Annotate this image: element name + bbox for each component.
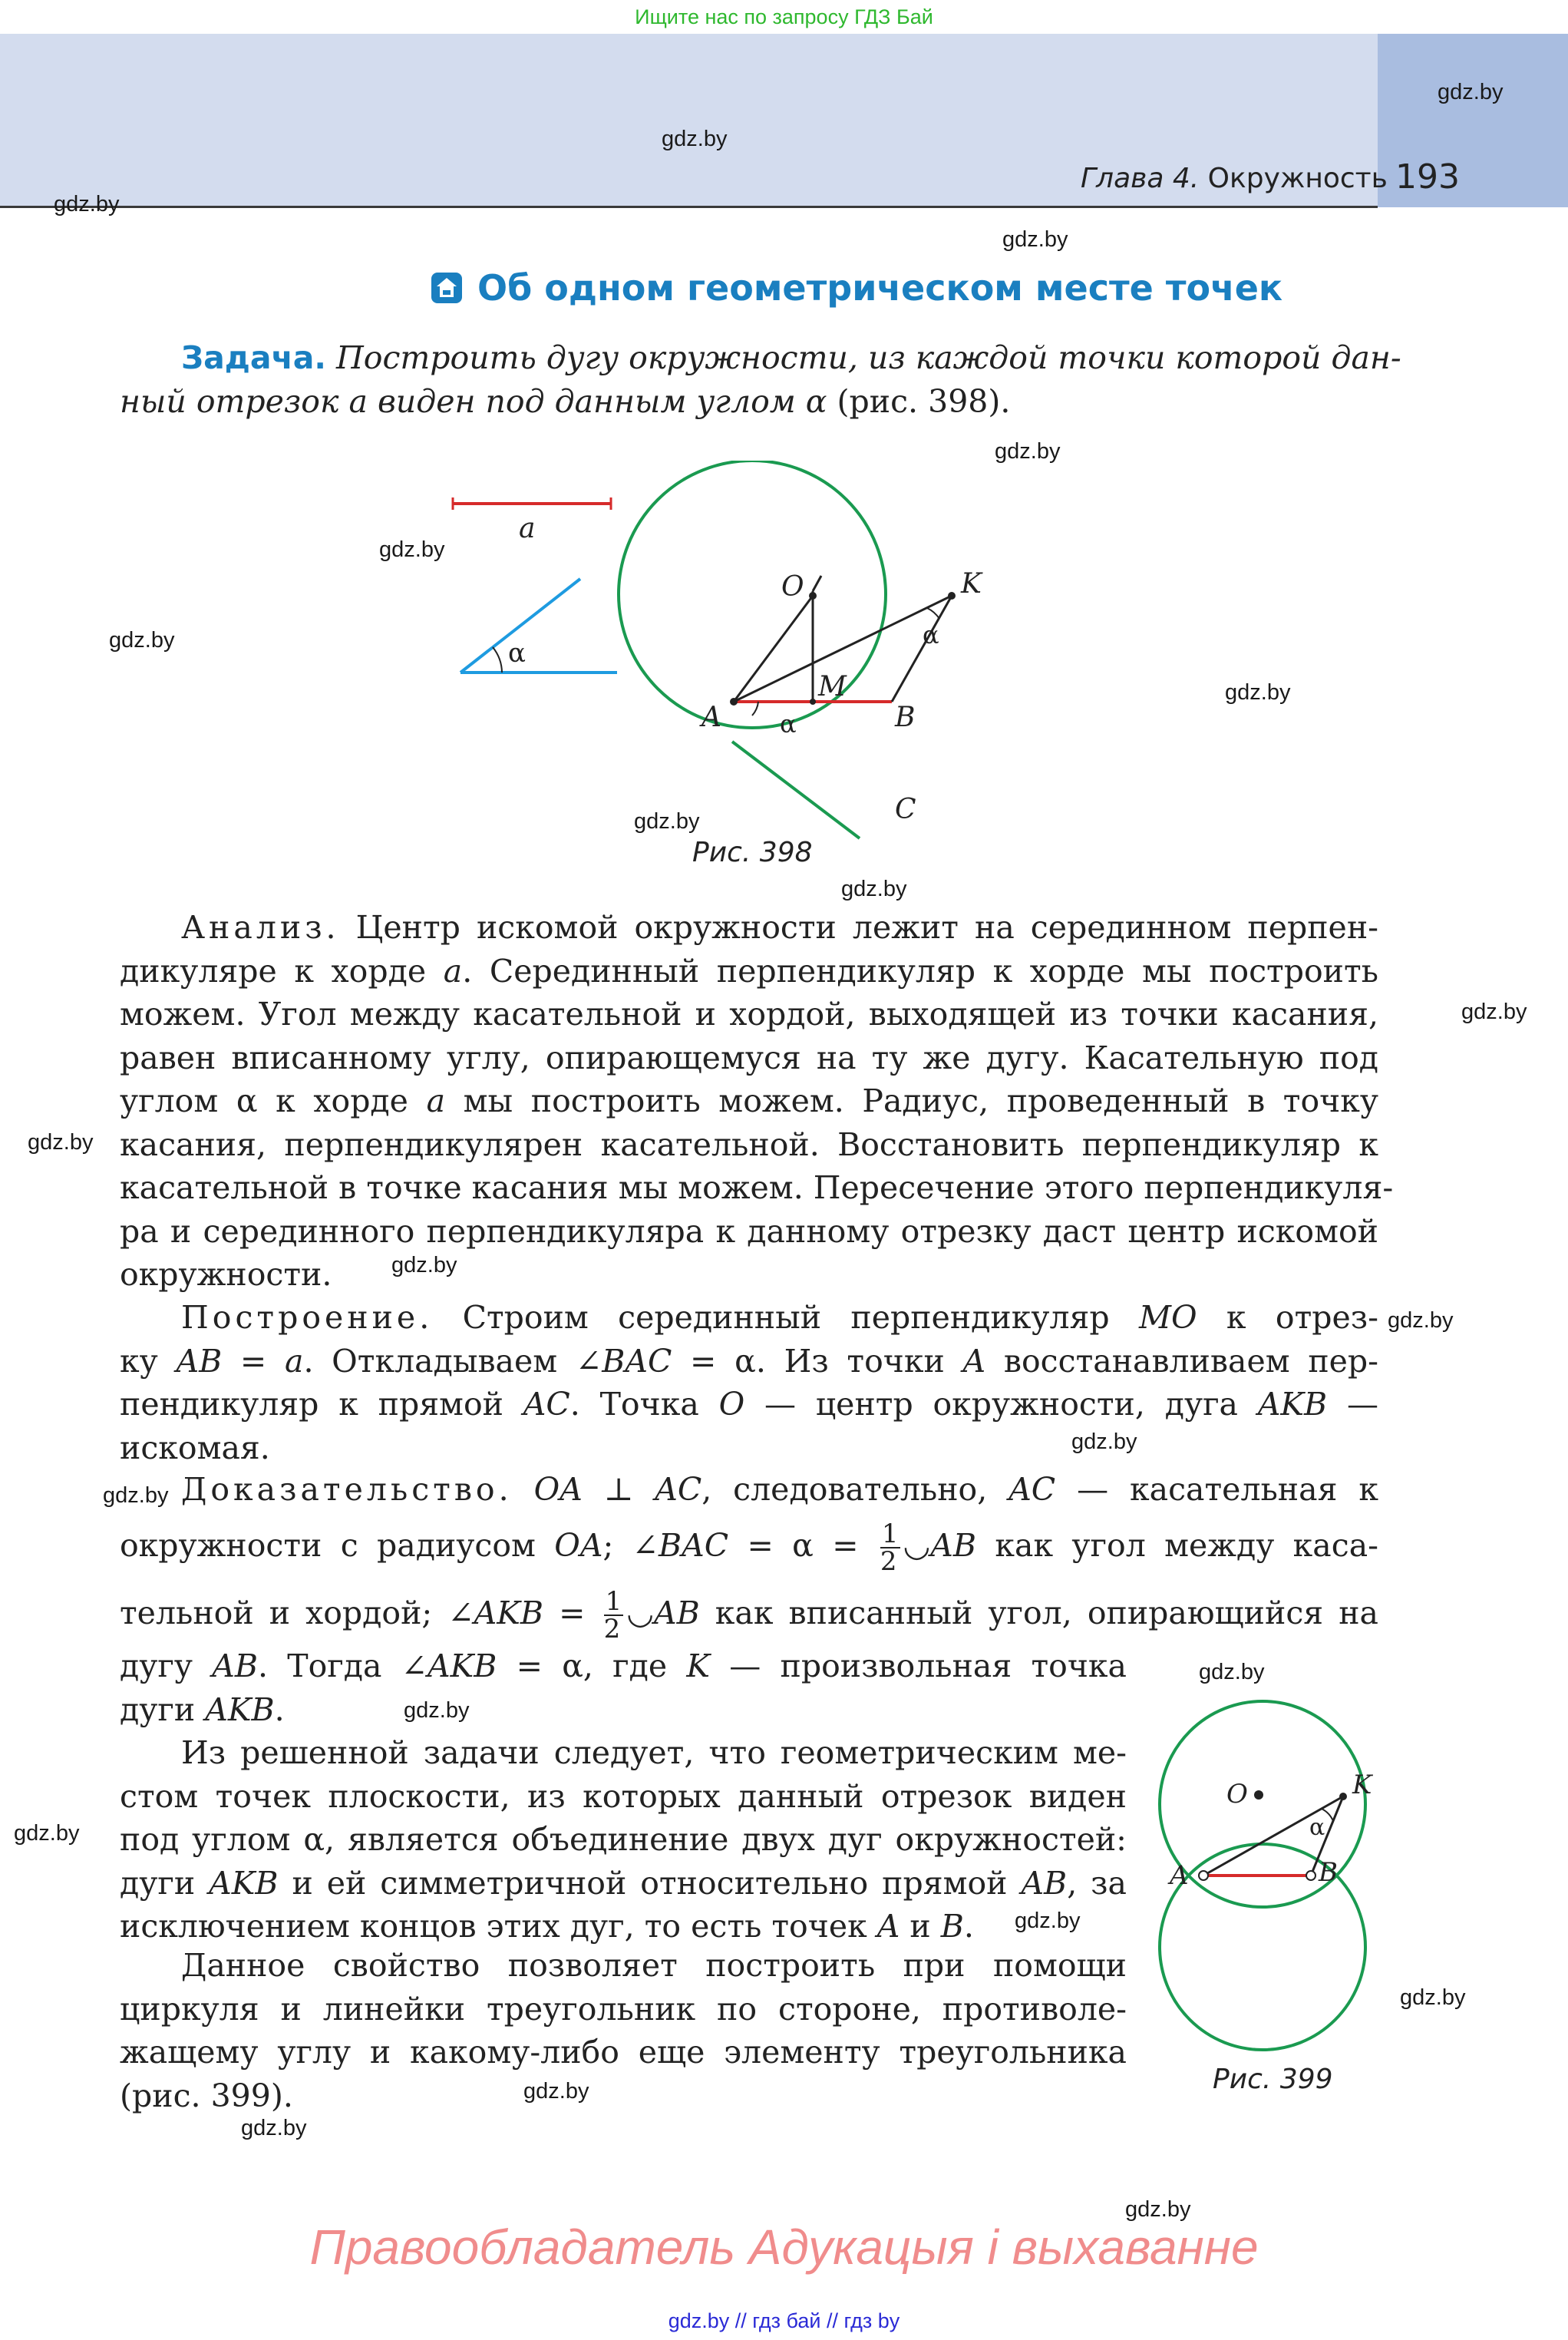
locus-text: . [963,1908,974,1945]
watermark[interactable]: gdz.by [379,537,445,562]
label-a: A [701,702,721,733]
construction-var: O [718,1386,745,1423]
property-line-1 [120,1944,1127,1988]
home-icon [430,271,464,305]
label-a-399: A [1170,1860,1189,1891]
label-o: O [781,571,804,603]
locus-line-4 [120,1862,1127,1905]
locus-text: Из решенной задачи следует, что геометрическим ме- [181,1734,1127,1771]
locus-text: и [900,1908,941,1945]
chapter-title: Окружность [1199,163,1388,194]
construction-text: искомая. [120,1429,270,1466]
watermark[interactable]: gdz.by [241,2116,307,2140]
construction-text: ку [120,1342,177,1380]
proof-line-5 [120,1688,1127,1732]
watermark[interactable]: gdz.by [1461,1000,1527,1024]
label-alpha-a: α [780,709,797,739]
watermark[interactable]: gdz.by [1071,1429,1137,1454]
label-m: M [818,671,847,702]
watermark[interactable]: gdz.by [1015,1909,1081,1933]
copyright-holder: Правообладатель Адукацыя і выхаванне [309,2219,1259,2275]
construction-text: . Точка [569,1386,719,1423]
construction-text: к отрез- [1197,1299,1378,1336]
fraction-half [880,1521,900,1575]
page-number: 193 [1395,157,1460,197]
fraction-denominator: 2 [880,1546,897,1577]
watermark[interactable]: gdz.by [391,1253,457,1277]
locus-text: исключением концов этих дуг, то есть точек [120,1908,877,1945]
property-text: Данное свойство позволяет построить при помощи [181,1947,1127,1984]
proof-text: . [274,1691,285,1728]
construction-text: восстанавливаем пер- [985,1342,1379,1380]
proof-var: OA [554,1526,603,1564]
construction-text: — центр окружности, дуга [744,1386,1258,1423]
angle-arc [493,647,502,673]
bottom-links[interactable]: gdz.by // гдз бай // гдз by [668,2309,900,2332]
watermark[interactable]: gdz.by [1400,1985,1466,2010]
watermark[interactable]: gdz.by [109,628,175,653]
task-text-1: Построить дугу окружности, из каждой точки которой дан- [325,339,1401,376]
section-title [430,267,1282,309]
construction-var: A [962,1342,986,1380]
task-text-2: ный отрезок a виден под данным углом α [120,382,827,420]
angle-mark-a [752,702,758,716]
figure-398 [430,461,1351,860]
locus-line-1 [120,1731,1127,1775]
proof-text: = α = [728,1526,877,1564]
construction-line-2 [120,1340,1378,1383]
proof-text: = α, где [497,1648,687,1684]
construction-var: AB = a [176,1342,304,1380]
label-o-399: O [1226,1779,1248,1810]
point-a [730,698,738,706]
label-k: K [961,568,982,600]
point-m [810,699,816,705]
locus-text: , за [1067,1864,1127,1902]
analysis-text: касания, перпендикулярен касательной. Восстановить перпендикуляр к [120,1125,1378,1163]
figure-399-caption: Рис. 399 [1213,2064,1333,2095]
proof-text: = [543,1594,601,1631]
proof-text: ⊥ [582,1471,655,1508]
proof-var: K [686,1648,711,1684]
proof-text: — произвольная точка [710,1648,1127,1684]
analysis-line-5 [120,1079,1378,1123]
proof-var: AKB [474,1594,544,1631]
analysis-text: дикуляре к хорде [120,952,444,990]
top-banner[interactable]: Ищите нас по запросу ГДЗ Бай [635,5,933,28]
watermark[interactable]: gdz.by [1002,227,1068,252]
section-title-text: Об одном геометрическом месте точек [477,267,1283,309]
analysis-text: углом α к хорде [120,1082,427,1119]
proof-line-4 [120,1644,1127,1688]
proof-line-3 [120,1579,1378,1647]
proof-text: , следовательно, [701,1471,1009,1508]
property-line-3 [120,2031,1127,2074]
watermark[interactable]: gdz.by [634,809,700,834]
proof-var: ◡AB [903,1526,977,1564]
proof-var: BAC [659,1526,729,1564]
radius-oa [734,596,813,702]
proof-var: OA [533,1471,583,1508]
label-c: C [895,794,916,825]
analysis-text: равен вписанному углу, опирающемуся на ту же дугу. Касательную под [120,1039,1378,1076]
construction-text: = α. Из точки [672,1342,963,1380]
perpendicular-mo-ext [813,576,821,591]
point-b-399 [1306,1871,1315,1880]
analysis-text: Центр искомой окружности лежит на серединном перпен- [339,909,1378,946]
watermark[interactable]: gdz.by [1388,1308,1454,1333]
proof-text: ; ∠ [602,1526,659,1564]
analysis-text: ра и серединного перпендикуляра к данному отрезку даст центр искомой [120,1212,1378,1250]
watermark[interactable]: gdz.by [14,1821,80,1846]
segment-bk [892,596,952,702]
locus-var: AKB [209,1864,279,1902]
watermark[interactable]: gdz.by [1438,80,1504,104]
proof-label: Доказательство. [181,1471,513,1508]
proof-text: тельной и хордой; ∠ [120,1594,474,1631]
proof-text: дугу [120,1648,213,1684]
watermark[interactable]: gdz.by [995,439,1061,464]
construction-line-4 [120,1426,1378,1470]
task-line-1 [120,336,1401,380]
construction-text: Строим серединный перпендикуляр [433,1299,1139,1336]
watermark[interactable]: gdz.by [841,877,907,901]
construction-text: . Откладываем ∠ [303,1342,602,1380]
watermark[interactable]: gdz.by [523,2079,589,2104]
proof-var: AKB [205,1691,275,1728]
analysis-line-9 [120,1253,1378,1297]
proof-text: . Тогда ∠ [257,1648,428,1684]
header-divider [0,206,1378,208]
analysis-var-a: a [443,952,463,990]
locus-text: и ей симметричной относительно прямой [278,1864,1022,1902]
point-k [948,592,956,600]
point-o [809,592,817,600]
analysis-line-1 [120,906,1378,950]
fraction-half [604,1588,624,1642]
task-paragraph [120,336,1401,423]
property-line-4 [120,2074,1127,2118]
fraction-denominator: 2 [603,1614,621,1644]
construction-var: BAC [602,1342,672,1380]
proof-var: AB [212,1648,258,1684]
point-k-399 [1339,1793,1347,1800]
construction-var: AKB [1257,1386,1328,1423]
proof-var: ◡AB [626,1594,700,1631]
analysis-text: можем. Угол между касательной и хордой, выходящей из точки касания, [120,996,1378,1033]
fraction-numerator: 1 [605,1586,622,1617]
property-paragraph [120,1944,1127,2117]
proof-text [513,1471,534,1508]
label-b: B [895,702,916,733]
watermark[interactable]: gdz.by [662,127,728,151]
analysis-text: окружности. [120,1256,332,1293]
proof-paragraph-continued [120,1644,1127,1731]
proof-line-1 [120,1468,1378,1512]
chapter-heading [1081,163,1388,194]
watermark[interactable]: gdz.by [1125,2197,1191,2222]
analysis-line-7 [120,1166,1394,1210]
analysis-line-4 [120,1036,1378,1080]
angle-mark-k [927,608,939,619]
watermark[interactable]: gdz.by [28,1130,94,1155]
proof-text: как вписанный угол, опирающийся на [699,1594,1378,1631]
analysis-var-a: a [426,1082,446,1119]
locus-var: B [940,1908,964,1945]
segment-a-label: a [519,513,536,544]
figure-399 [1151,1689,1397,2057]
construction-text: — [1327,1386,1378,1423]
analysis-text: мы построить можем. Радиус, проведенный в точку [445,1082,1378,1119]
proof-paragraph [120,1468,1378,1647]
construction-label: Построение. [181,1299,434,1336]
construction-paragraph [120,1296,1378,1469]
locus-line-5 [120,1905,1127,1948]
point-o-399 [1254,1790,1263,1800]
analysis-line-8 [120,1210,1378,1254]
construction-line-1 [120,1296,1378,1340]
analysis-text: . Серединный перпендикуляр к хорде мы построить [462,952,1378,990]
construction-text: пендикуляр к прямой [120,1386,523,1423]
task-label: Задача. [181,339,326,376]
watermark[interactable]: gdz.by [54,192,120,216]
point-a-399 [1199,1871,1208,1880]
locus-text: под углом α, является объединение двух дуг окружностей: [120,1821,1127,1858]
construction-line-3 [120,1383,1378,1426]
label-k-399: K [1352,1770,1372,1800]
watermark[interactable]: gdz.by [1199,1660,1265,1684]
proof-var: AKB [427,1648,497,1684]
proof-var: AC [655,1471,702,1508]
watermark[interactable]: gdz.by [1225,680,1291,705]
watermark[interactable]: gdz.by [404,1698,470,1723]
construction-var: MO [1138,1299,1197,1336]
property-text: жащему углу и какому-либо еще элементу треугольника [120,2034,1127,2071]
proof-text: окружности с радиусом [120,1526,555,1564]
property-text: (рис. 399). [120,2077,293,2114]
property-line-2 [120,1988,1127,2031]
task-line-2 [120,380,1378,424]
locus-var: A [876,1908,900,1945]
figure-398-caption: Рис. 398 [692,837,813,868]
proof-var: AC [1008,1471,1056,1508]
proof-text: дуги [120,1691,206,1728]
locus-line-3 [120,1818,1127,1862]
analysis-line-3 [120,993,1378,1036]
analysis-paragraph [120,906,1394,1297]
analysis-line-6 [120,1123,1378,1167]
construction-var: AC [523,1386,570,1423]
locus-text: стом точек плоскости, из которых данный отрезок виден [120,1777,1127,1815]
fraction-numerator: 1 [881,1519,899,1549]
proof-line-2 [120,1512,1378,1579]
tangent-ac [732,742,860,838]
task-text-3: (рис. 398). [827,382,1011,420]
label-alpha-399: α [1309,1814,1325,1841]
angle-alpha-label: α [508,638,526,669]
proof-text: — касательная к [1055,1471,1378,1508]
locus-var: AB [1021,1864,1068,1902]
proof-text: как угол между каса- [976,1526,1378,1564]
property-text: циркуля и линейки треугольник по стороне, противоле- [120,1990,1127,2028]
analysis-label: Анализ. [181,909,340,946]
watermark[interactable]: gdz.by [103,1483,169,1508]
label-alpha-k: α [923,620,939,649]
chapter-prefix: Глава 4. [1081,163,1200,194]
analysis-line-2 [120,950,1378,993]
analysis-text: касательной в точке касания мы можем. Пересечение этого перпендикуля- [120,1169,1394,1206]
locus-text: дуги [120,1864,210,1902]
label-b-399: B [1319,1857,1338,1888]
locus-line-2 [120,1775,1127,1819]
locus-paragraph [120,1731,1127,1948]
